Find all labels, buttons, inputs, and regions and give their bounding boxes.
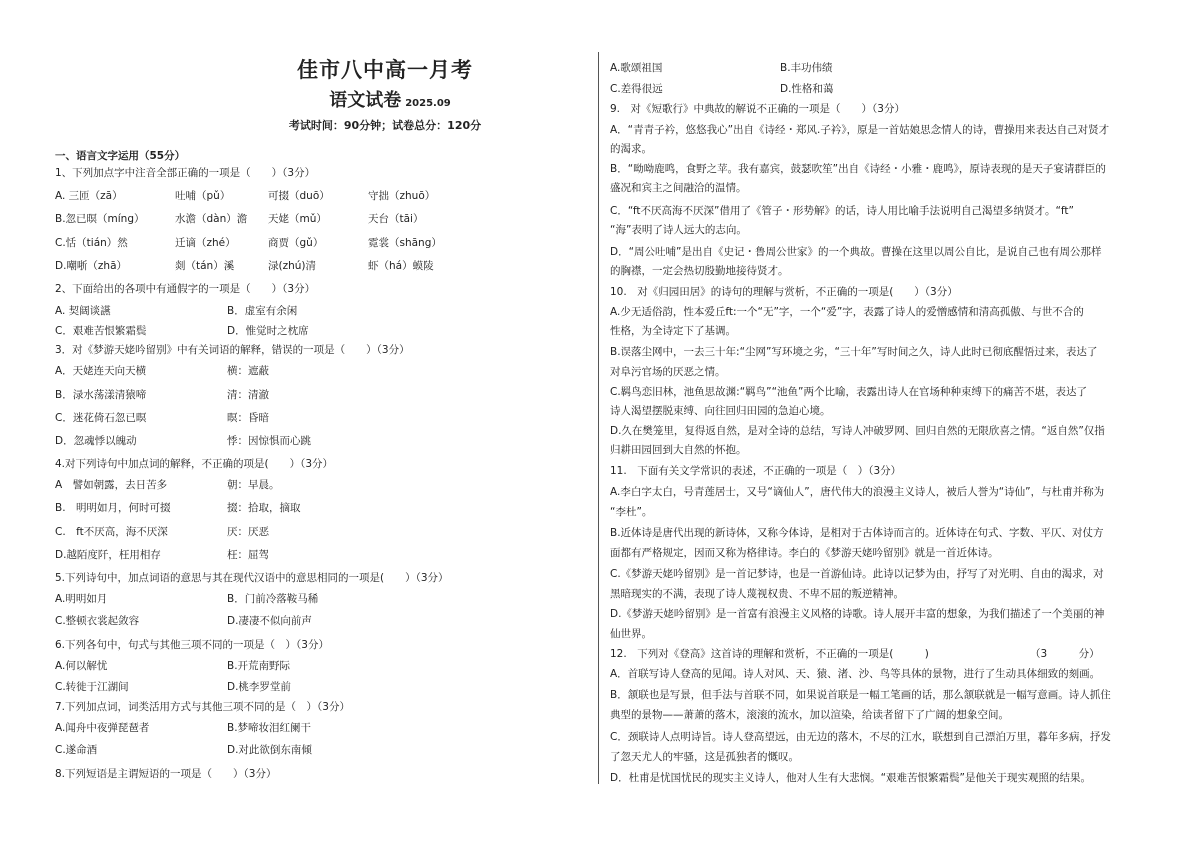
q1-option-text: 虾（há）蟆陵 [368,260,434,272]
q7-option-text: A.闻舟中夜弹琵琶者 [55,722,150,734]
q3-option-text: 清：清澈 [227,389,269,401]
q1-option-text: D.嘲哳（zhā） [55,260,128,272]
q11-option-b-line2: 面都有严格规定，因而又称为格律诗。李白的《梦游天姥吟留别》就是一首近体诗。 [610,547,999,559]
exam-title: 佳市八中高一月考 [297,58,473,82]
q6-option-text: A.何以解忧 [55,660,108,672]
q5-options-row-1 [55,592,565,606]
q1-options-row-2 [55,212,565,226]
q12-option-b-line1: B．颔联也是写景，但手法与首联不同，如果说首联是一幅工笔画的话，那么颔联就是一幅写意画。诗人抓住 [610,689,1111,701]
q4-option-text: B. 明明如月，何时可掇 [55,502,171,514]
q7-option-text: D.对此欲倒东南倾 [227,744,312,756]
q4-option-text: C. ft不厌高，海不厌深 [55,526,168,538]
q4-options-row-3 [55,525,565,539]
q5-option-text: D.凄凄不似向前声 [227,615,312,627]
q9-option-a-line2: 的渴求。 [610,143,652,155]
question-9: 9. 对《短歌行》中典故的解说不正确的一项是（ ）（3分） [610,103,905,115]
q5-option-text: A.明明如月 [55,593,108,605]
q2-option-text: D．惟觉时之枕席 [227,325,309,337]
q6-option-text: D.桃李罗堂前 [227,681,291,693]
q1-option-text: 天姥（mǔ） [268,213,327,225]
exam-meta: 考试时间：90分钟；试卷总分：120分 [288,119,482,132]
q10-option-b-line2: 对阜污官场的厌恶之情。 [610,366,726,378]
q1-option-text: 商贾（gǔ） [268,237,324,249]
q6-options-row-2 [55,680,565,694]
q8-options-row-1 [610,61,1135,75]
q3-option-text: 暝：昏暗 [227,412,269,424]
q6-option-text: C.转徙于江湖间 [55,681,129,693]
q4-options-row-2 [55,501,565,515]
question-12: 12. 下列对《登高》这首诗的理解和赏析，不正确的一项是( ) [610,648,929,660]
q1-options-row-3 [55,236,565,250]
q11-option-c-line2: 黑暗现实的不满，表现了诗人蔑视权贵、不卑不屈的叛逆精神。 [610,588,904,600]
q1-option-text: C.恬（tián）然 [55,237,128,249]
q2-option-text: B．虚室有余闲 [227,305,298,317]
q1-option-text: B.忽已暝（míng） [55,213,145,225]
q3-option-text: A．天姥连天向天横 [55,365,147,377]
q12-option-d-line1: D．杜甫是忧国忧民的现实主义诗人，他对人生有大悲悯。“艰难苦恨繁霜鬓”是他关于现实观照的结果。 [610,772,1091,784]
q7-option-text: C.遂命酒 [55,744,98,756]
q4-option-text: D.越陌度阡，枉用相存 [55,549,161,561]
q4-option-text: 朝：早晨。 [227,479,280,491]
q4-options-row-1 [55,478,565,492]
q8-option-text: D.性格和蔼 [780,83,834,95]
q8-option-text: B.丰功伟绩 [780,62,833,74]
q4-option-text: 掇：拾取，摘取 [227,502,301,514]
q1-option-text: 守拙（zhuō） [368,190,436,202]
q1-options-row-4 [55,259,565,273]
q8-option-text: A.歌颂祖国 [610,62,663,74]
q3-options-row-1 [55,364,565,378]
q5-options-row-2 [55,614,565,628]
q4-option-text: 枉：屈驾 [227,549,269,561]
q4-options-row-4 [55,548,565,562]
q11-option-a-line2: “李杜”。 [610,506,653,518]
q1-option-text: 渌(zhú)清 [268,260,317,272]
q9-option-b-line1: B．“呦呦鹿鸣，食野之苹。我有嘉宾，鼓瑟吹笙”出自《诗经・小雅・鹿鸣》，原诗表现的是天子宴请群臣的 [610,163,1106,175]
subtitle-text: 语文试卷 [329,90,402,111]
q7-option-text: B.梦啼妆泪红阑干 [227,722,312,734]
q3-options-row-3 [55,411,565,425]
question-8: 8.下列短语是主谓短语的一项是（ ）（3分） [55,768,277,780]
question-11: 11. 下面有关文学常识的表述，不正确的一项是（ ）（3分） [610,465,902,477]
q3-option-text: C．迷花倚石忽已暝 [55,412,147,424]
q11-option-c-line1: C.《梦游天姥吟留别》是一首记梦诗，也是一首游仙诗。此诗以记梦为由，抒写了对光明、自由的渴求，对 [610,568,1104,580]
q10-option-c-line1: C.羁鸟恋旧林，池鱼思故渊:“羁鸟”“池鱼”两个比喻，表露出诗人在官场种种束缚下的痛苦不堪，表达了 [610,386,1087,398]
q10-option-d-line1: D.久在樊笼里，复得返自然，是对全诗的总结，写诗人冲破罗网、回归自然的无限欣喜之情。“返自然”仅指 [610,425,1105,437]
exam-subtitle [260,86,520,112]
q10-option-a-line2: 性格，为全诗定下了基调。 [610,325,736,337]
q4-option-text: 厌：厌恶 [227,526,269,538]
q2-options-row-2 [55,324,565,338]
q12-option-b-line2: 典型的景物——萧萧的落木，滚滚的流水，加以渲染，给读者留下了广阔的想象空间。 [610,709,1009,721]
q11-option-d-line2: 仙世界。 [610,628,652,640]
exam-year: 2025.09 [405,98,451,109]
q5-option-text: B．门前冷落鞍马稀 [227,593,319,605]
section-heading: 一、语言文字运用（55分） [55,150,186,162]
q6-option-text: B.开荒南野际 [227,660,291,672]
q10-option-d-line2: 归耕田园回到大自然的怀抱。 [610,444,747,456]
q2-option-text: A. 契阔谈讌 [55,305,111,317]
q9-option-b-line2: 盛况和宾主之间融洽的温情。 [610,182,747,194]
q1-option-text: A. 三匝（zā） [55,190,123,202]
q2-options-row-1 [55,304,565,318]
q9-option-c-line2: “海”表明了诗人远大的志向。 [610,224,747,236]
q10-option-c-line2: 诗人渴望摆脱束缚、向往回归田园的急迫心境。 [610,405,831,417]
question-10: 10. 对《归园田居》的诗句的理解与赏析，不正确的一项是( ）（3分） [610,286,958,298]
q7-options-row-2 [55,743,565,757]
q2-option-text: C．艰难苦恨繁霜鬓 [55,325,147,337]
q11-option-a-line1: A.李白字太白，号青莲居士，又号“谪仙人”，唐代伟大的浪漫主义诗人，被后人誉为“诗仙”，与杜甫并称为 [610,486,1105,498]
q9-option-a-line1: A．“青青子衿，悠悠我心”出自《诗经・郑风.子衿》，原是一首姑娘思念情人的诗，曹操用来表达自己对贤才 [610,124,1110,136]
question-4: 4.对下列诗句中加点词的解释，不正确的项是( ）（3分） [55,458,334,470]
q7-options-row-1 [55,721,565,735]
q9-option-d-line2: 的胸襟，一定会热切殷勤地接待贤才。 [610,265,789,277]
q12-option-a-line1: A．首联写诗人登高的见闻。诗人对风、天、猿、渚、沙、鸟等具体的景物，进行了生动具体细致的刻画。 [610,668,1101,680]
q10-option-a-line1: A.少无适俗韵，性本爱丘ft:一个“无”字，一个“爱”字，表露了诗人的爱憎感情和清高孤傲、与世不合的 [610,306,1084,318]
q3-options-row-2 [55,388,565,402]
q1-option-text: 迁谪（zhé） [175,237,236,249]
q1-option-text: 剡（tán）溪 [175,260,235,272]
q3-option-text: 悸：因惊惧而心跳 [227,435,311,447]
q3-option-text: B．渌水荡漾清猿啼 [55,389,147,401]
q1-options-row-1 [55,189,565,203]
question-6: 6.下列各句中，句式与其他三项不同的一项是（ ）（3分） [55,639,329,651]
q1-option-text: 水澹（dàn）澹 [175,213,248,225]
q12-score: （3 分） [1030,648,1100,660]
q11-option-d-line1: D.《梦游天姥吟留别》是一首富有浪漫主义风格的诗歌。诗人展开丰富的想象，为我们描述了一个美丽的神 [610,608,1105,620]
q1-option-text: 霓裳（shāng） [368,237,442,249]
q10-option-b-line1: B.误落尘网中，一去三十年:“尘网”写环境之劣，“三十年”写时间之久，诗人此时已彻底醒悟过来，表达了 [610,346,1098,358]
q9-option-c-line1: C．“ft不厌高海不厌深”借用了《管子・形势解》的话，诗人用比喻手法说明自己渴望多纳贤才。“ft” [610,205,1074,217]
q1-option-text: 天台（tāi） [368,213,424,225]
q3-option-text: D．忽魂悸以魄动 [55,435,137,447]
q1-option-text: 吐哺（pǔ） [175,190,231,202]
question-5: 5.下列诗句中，加点词语的意思与其在现代汉语中的意思相同的一项是( ）（3分） [55,572,449,584]
question-7: 7.下列加点词，词类活用方式与其他三项不同的是（ ）（3分） [55,701,350,713]
q5-option-text: C.整顿衣裳起敛容 [55,615,140,627]
column-divider [598,52,599,784]
q8-option-text: C.差得很远 [610,83,663,95]
q12-option-c-line1: C．颈联诗人点明诗旨。诗人登高望远，由无边的落木，不尽的江水，联想到自己漂泊万里，暮年多病，抒发 [610,731,1111,743]
q9-option-d-line1: D．“周公吐哺”是出自《史记・鲁周公世家》的一个典故。曹操在这里以周公自比，是说自己也有周公那样 [610,246,1102,258]
q3-option-text: 横：遮蔽 [227,365,269,377]
question-1: 1、下列加点字中注音全部正确的一项是（ ）（3分） [55,167,316,179]
q8-options-row-2 [610,82,1135,96]
q11-option-b-line1: B.近体诗是唐代出现的新诗体，又称今体诗，是相对于古体诗而言的。近体诗在句式、字数、平仄、对仗方 [610,527,1104,539]
question-2: 2、下面给出的各项中有通假字的一项是（ ）（3分） [55,283,316,295]
q1-option-text: 可掇（duō） [268,190,330,202]
q3-options-row-4 [55,434,565,448]
q4-option-text: A 譬如朝露，去日苦多 [55,479,168,491]
q12-option-c-line2: 了忽天尤人的牢骚，这是孤独者的慨叹。 [610,751,799,763]
question-3: 3．对《梦游天姥吟留别》中有关词语的解释，错误的一项是（ ）（3分） [55,344,410,356]
q6-options-row-1 [55,659,565,673]
